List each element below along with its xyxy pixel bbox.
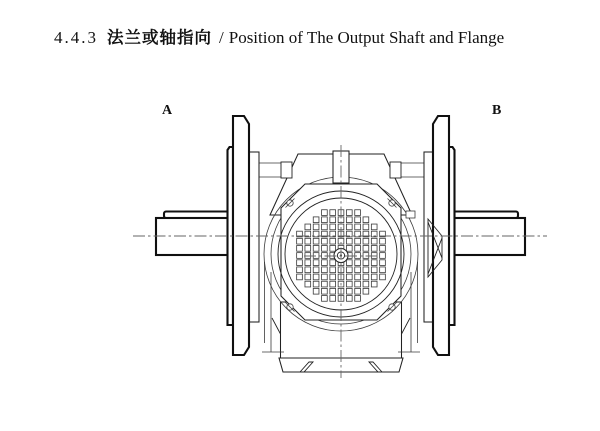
grille-hole <box>355 217 361 223</box>
grille-hole <box>346 281 352 287</box>
grille-hole <box>346 267 352 273</box>
grille-hole <box>363 281 369 287</box>
grille-hole <box>355 296 361 302</box>
grille-hole <box>297 260 303 266</box>
grille-hole <box>322 217 328 223</box>
grille-hole <box>380 253 386 259</box>
grille-hole <box>330 210 336 216</box>
grille-hole <box>355 274 361 280</box>
grille-hole <box>305 281 311 287</box>
grille-hole <box>346 288 352 294</box>
grille-hole <box>322 274 328 280</box>
grille-hole <box>371 260 377 266</box>
grille-hole <box>322 267 328 273</box>
grille-hole <box>380 267 386 273</box>
grille-hole <box>355 253 361 259</box>
grille-hole <box>313 246 319 252</box>
housing-stud-right <box>390 162 401 178</box>
grille-hole <box>330 274 336 280</box>
grille-hole <box>363 274 369 280</box>
grille-hole <box>363 246 369 252</box>
grille-hole <box>355 210 361 216</box>
grille-hole <box>380 238 386 244</box>
grille-hole <box>371 267 377 273</box>
grille-hole <box>330 267 336 273</box>
grille-hole <box>355 224 361 230</box>
grille-hole <box>346 260 352 266</box>
grille-hole <box>322 281 328 287</box>
grille-hole <box>322 210 328 216</box>
grille-hole <box>322 224 328 230</box>
grille-hole <box>355 238 361 244</box>
grille-hole <box>305 253 311 259</box>
grille-hole <box>322 288 328 294</box>
grille-hole <box>297 267 303 273</box>
grille-hole <box>305 267 311 273</box>
left-output-shaft <box>156 218 233 255</box>
grille-hole <box>355 260 361 266</box>
grille-hole <box>313 253 319 259</box>
grille-hole <box>330 296 336 302</box>
grille-hole <box>363 260 369 266</box>
grille-hole <box>313 224 319 230</box>
section-number: 4.4.3 <box>54 28 98 47</box>
grille-hole <box>305 238 311 244</box>
flange-label-b: B <box>492 103 502 118</box>
grille-hole <box>297 238 303 244</box>
section-title-en: Position of The Output Shaft and Flange <box>228 28 505 47</box>
grille-hole <box>313 238 319 244</box>
grille-hole <box>305 274 311 280</box>
grille-hole <box>355 281 361 287</box>
left-adapter-plate <box>249 152 259 322</box>
grille-hole <box>363 224 369 230</box>
grille-hole <box>322 246 328 252</box>
grille-hole <box>363 253 369 259</box>
grille-hole <box>346 224 352 230</box>
grille-hole <box>330 246 336 252</box>
grille-hole <box>313 274 319 280</box>
right-output-shaft <box>449 218 525 255</box>
grille-hole <box>371 274 377 280</box>
grille-hole <box>346 246 352 252</box>
grille-hole <box>313 281 319 287</box>
grille-hole <box>305 246 311 252</box>
grille-hole <box>380 246 386 252</box>
grille-hole <box>322 296 328 302</box>
grille-hole <box>346 238 352 244</box>
grille-hole <box>297 253 303 259</box>
grille-hole <box>322 260 328 266</box>
grille-hole <box>380 260 386 266</box>
grille-hole <box>346 217 352 223</box>
grille-hole <box>346 274 352 280</box>
grille-hole <box>363 288 369 294</box>
right-flange-plate <box>433 116 449 355</box>
housing-stud-left <box>281 162 292 178</box>
grille-hole <box>371 246 377 252</box>
grille-hole <box>330 217 336 223</box>
grille-hole <box>371 253 377 259</box>
grille-hole <box>355 267 361 273</box>
grille-hole <box>380 274 386 280</box>
grille-hole <box>330 224 336 230</box>
grille-hole <box>371 281 377 287</box>
grille-hole <box>313 217 319 223</box>
flange-label-a: A <box>162 103 173 118</box>
grille-hole <box>330 238 336 244</box>
grille-hole <box>363 238 369 244</box>
title-separator: / <box>219 28 224 47</box>
grille-hole <box>355 288 361 294</box>
left-flange-plate <box>233 116 249 355</box>
grille-hole <box>313 288 319 294</box>
grille-hole <box>346 296 352 302</box>
grille-hole <box>313 260 319 266</box>
section-title-zh: 法兰或轴指向 <box>107 28 212 47</box>
grille-hole <box>313 267 319 273</box>
cowl-tab-right <box>406 211 415 218</box>
grille-hole <box>297 246 303 252</box>
grille-hole <box>305 224 311 230</box>
grille-hole <box>322 253 328 259</box>
grille-hole <box>363 217 369 223</box>
grille-hole <box>355 246 361 252</box>
grille-hole <box>371 238 377 244</box>
grille-hole <box>305 260 311 266</box>
grille-hole <box>330 281 336 287</box>
grille-hole <box>297 274 303 280</box>
grille-hole <box>322 238 328 244</box>
grille-hole <box>330 260 336 266</box>
grille-hole <box>346 210 352 216</box>
grille-hole <box>363 267 369 273</box>
grille-hole <box>330 288 336 294</box>
grille-hole <box>371 224 377 230</box>
